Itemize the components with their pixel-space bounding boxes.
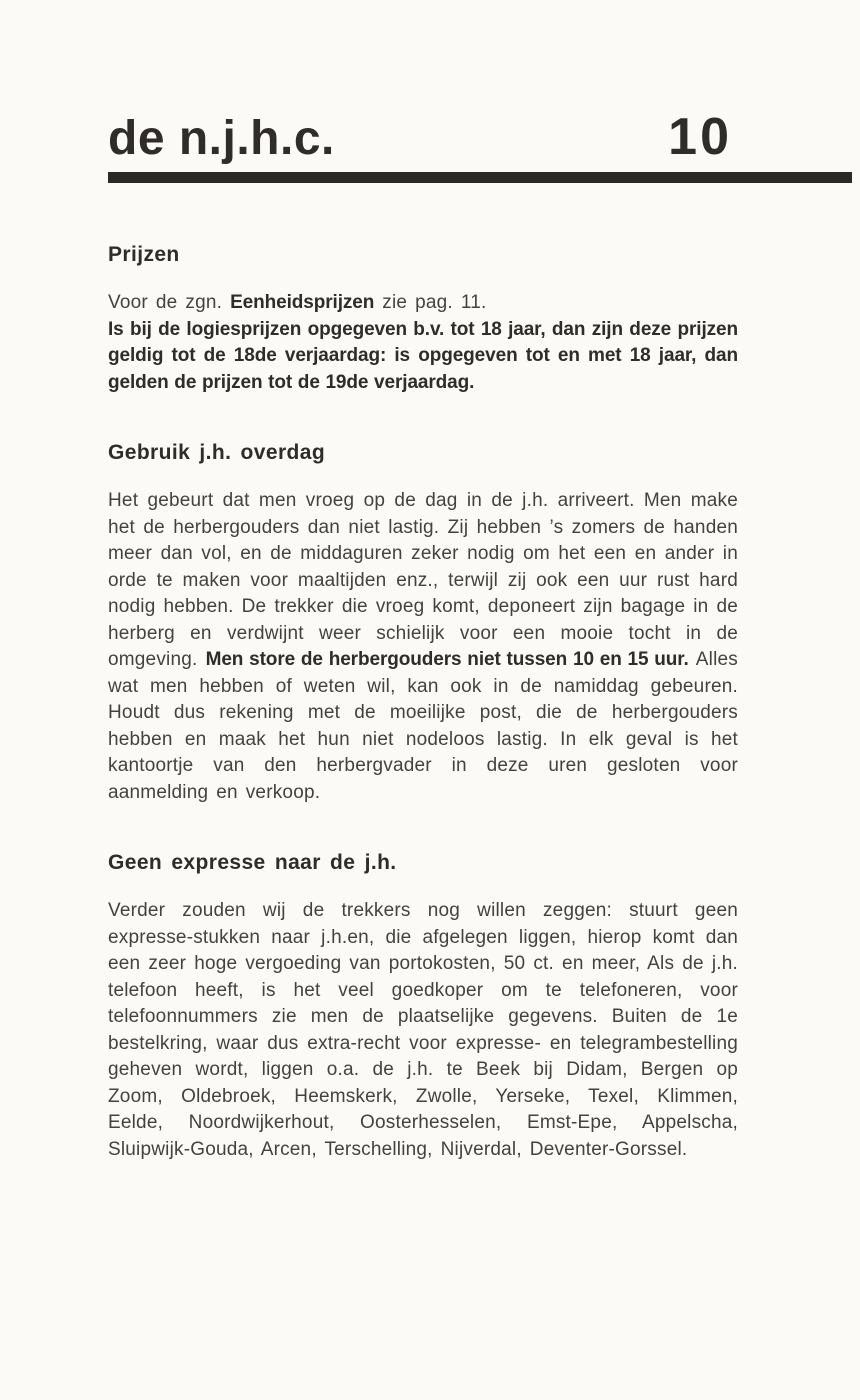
page-number: 10	[668, 108, 732, 166]
section-heading: Prijzen	[108, 243, 180, 266]
section-heading: Geen expresse naar de j.h.	[108, 851, 397, 874]
section-heading: Gebruik j.h. overdag	[108, 441, 326, 464]
bold-text-segment: Is bij de logiesprijzen opgegeven b.v. tot 18 jaar, dan zijn deze prijzen geldig tot de 18de verjaardag: is opgegeven tot en met 18 jaar, dan gelden de prijzen tot de 19de verjaardag.	[108, 318, 738, 393]
text-segment: Verder zouden wij de trekkers nog willen zeggen: stuurt geen expresse-stukken naar j.h.en, die afgelegen liggen, hierop komt dan een zeer hoge vergoeding van portokosten, 50 ct. en meer, Als de j.h. telefoon heeft, is het veel goedkoper om te telefoneren, voor telefoonnummers zie men de plaatselijke gegevens. Buiten de 1e bestelkring, waar dus extra-recht voor expresse- en telegrambestelling geheven wordt, liggen o.a. de j.h. te Beek bij Didam, Bergen op Zoom, Oldebroek, Heemskerk, Zwolle, Yerseke, Texel, Klimmen, Eelde, Noordwijkerhout, Oosterhesselen, Emst-Epe, Appelscha, Sluipwijk-Gouda, Arcen, Terschelling, Nijverdal, Deventer-Gorssel.	[108, 900, 738, 1160]
document-body	[0, 242, 860, 1163]
paragraph	[108, 488, 738, 806]
document-section	[0, 440, 860, 806]
text-segment: Het gebeurt dat men vroeg op de dag in de j.h. arriveert. Men make het de herbergouders dan niet lastig. Zij hebben ’s zomers de handen meer dan vol, en de middaguren zeker nodig om het een en ander in orde te maken voor maaltijden enz., terwijl zij ook een uur rust hard nodig hebben. De trekker die vroeg komt, deponeert zijn bagage in de herberg en verdwijnt weer schielijk voor een mooie tocht in de omgeving.	[108, 490, 738, 670]
document-title: de n.j.h.c.	[108, 112, 335, 165]
text-segment: Voor de zgn.	[108, 292, 231, 313]
header-rule	[108, 172, 852, 183]
paragraph	[108, 898, 738, 1163]
text-segment: Alles wat men hebben of weten wil, kan ook in de namiddag gebeuren. Houdt dus rekening met de moeilijke post, die de herbergouders hebben en maak het hun niet nodeloos lastig. In elk geval is het kantoortje van den herbergvader in deze uren gesloten voor aanmelding en verkoop.	[108, 649, 738, 803]
text-segment: zie pag. 11.	[374, 292, 487, 313]
document-section	[0, 850, 860, 1163]
document-section	[0, 242, 860, 396]
page-header	[108, 108, 732, 166]
bold-text-segment: Eenheidsprijzen	[230, 292, 375, 313]
bold-text-segment: Men store de herbergouders niet tussen 10 en 15 uur.	[205, 649, 689, 670]
paragraph	[108, 290, 738, 396]
